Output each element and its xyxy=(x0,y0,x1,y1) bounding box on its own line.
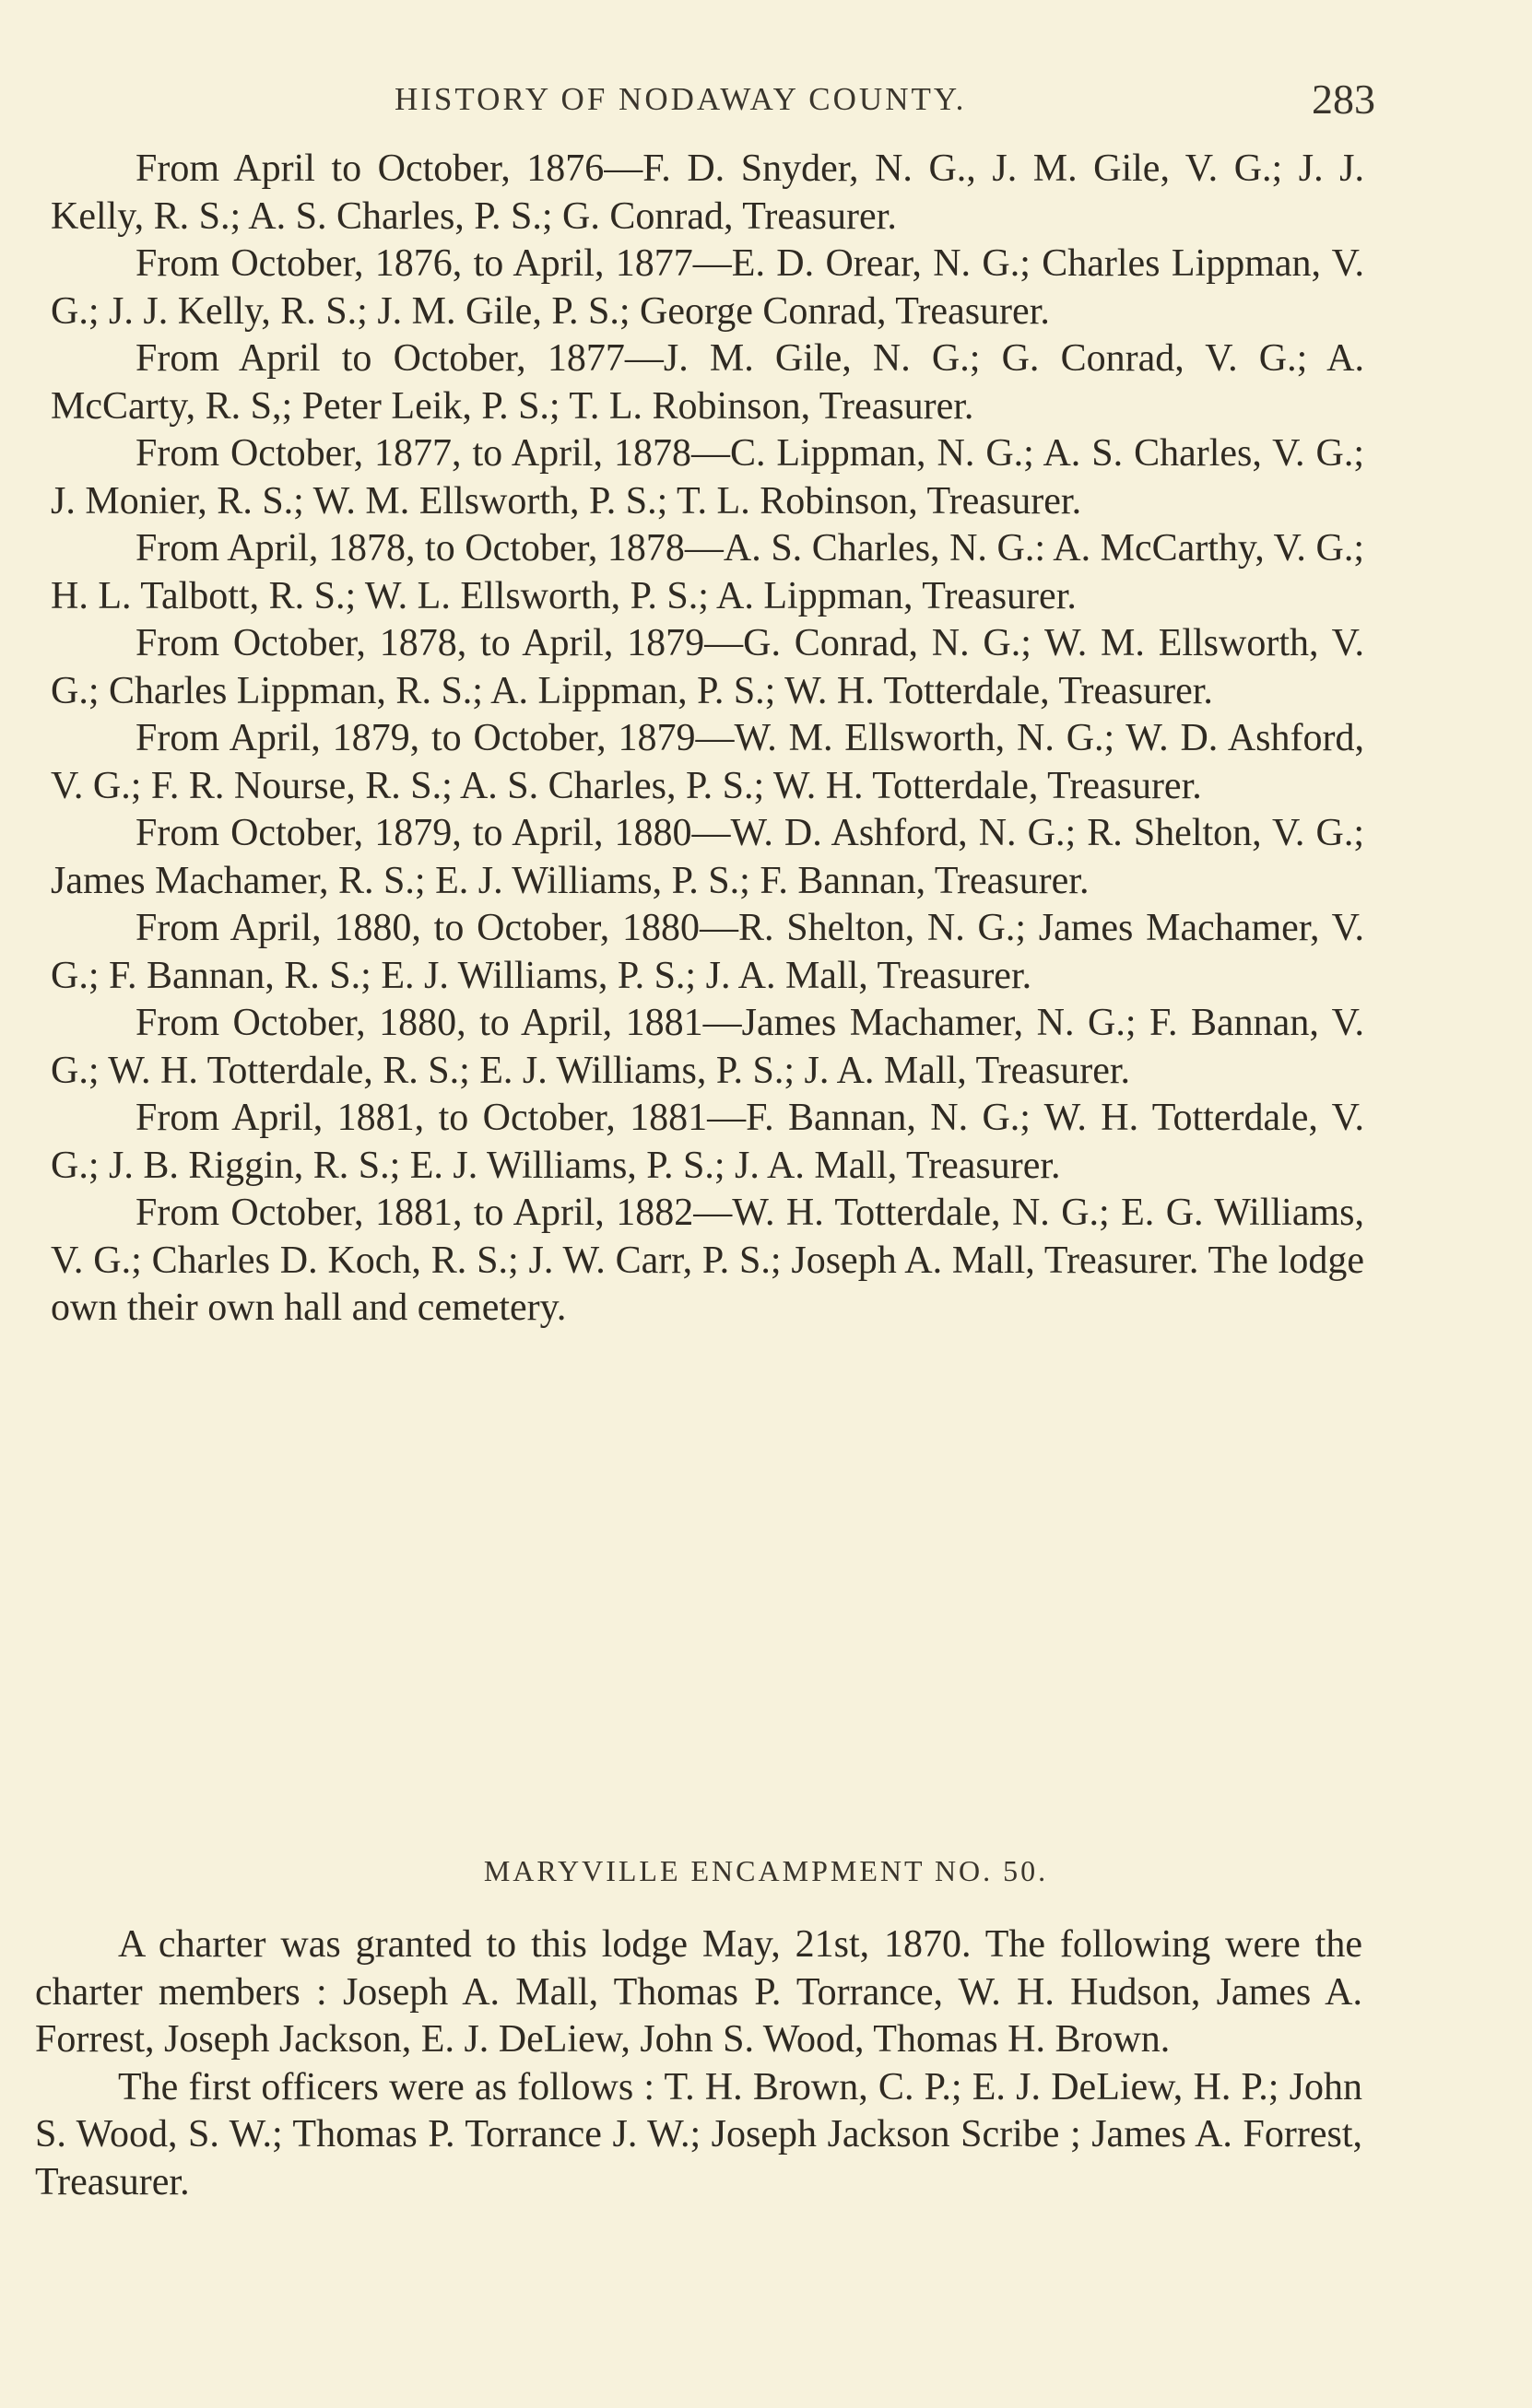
officers-list xyxy=(51,146,1364,1333)
page-number: 283 xyxy=(1312,76,1375,123)
paragraph: From October, 1876, to April, 1877—E. D. Orear, N. G.; Charles Lippman, V. G.; J. J. Kelly, R. S.; J. M. Gile, P. S.; George Conrad, Treasurer. xyxy=(51,242,1364,333)
paragraph: From April to October, 1877—J. M. Gile, N. G.; G. Conrad, V. G.; A. McCarty, R. S,; Peter Leik, P. S.; T. L. Robinson, Treasurer. xyxy=(51,337,1364,428)
paragraph: From October, 1877, to April, 1878—C. Lippman, N. G.; A. S. Charles, V. G.; J. Monier, R. S.; W. M. Ellsworth, P. S.; T. L. Robinson, Treasurer. xyxy=(51,432,1364,523)
paragraph: From April, 1879, to October, 1879—W. M. Ellsworth, N. G.; W. D. Ashford, V. G.; F. R. Nourse, R. S.; A. S. Charles, P. S.; W. H. Totterdale, Treasurer. xyxy=(51,717,1364,807)
running-header xyxy=(0,72,1532,127)
paragraph: From April, 1878, to October, 1878—A. S. Charles, N. G.: A. McCarthy, V. G.; H. L. Talbott, R. S.; W. L. Ellsworth, P. S.; A. Lippman, Treasurer. xyxy=(51,527,1364,617)
paragraph: From October, 1879, to April, 1880—W. D. Ashford, N. G.; R. Shelton, V. G.; James Machamer, R. S.; E. J. Williams, P. S.; F. Bannan, Treasurer. xyxy=(51,812,1364,902)
paragraph: From October, 1881, to April, 1882—W. H. Totterdale, N. G.; E. G. Williams, V. G.; Charles D. Koch, R. S.; J. W. Carr, P. S.; Joseph A. Mall, Treasurer. The lodge own their own hall and cemetery. xyxy=(51,1192,1364,1329)
encampment-section xyxy=(35,1921,1362,2206)
paragraph: From April to October, 1876—F. D. Snyder, N. G., J. M. Gile, V. G.; J. J. Kelly, R. S.; A. S. Charles, P. S.; G. Conrad, Treasurer. xyxy=(51,147,1364,238)
paragraph: The first officers were as follows : T. H. Brown, C. P.; E. J. DeLiew, H. P.; John S. Wood, S. W.; Thomas P. Torrance J. W.; Joseph Jackson Scribe ; James A. Forrest, Treasurer. xyxy=(35,2065,1362,2203)
paragraph: From April, 1881, to October, 1881—F. Bannan, N. G.; W. H. Totterdale, V. G.; J. B. Riggin, R. S.; E. J. Williams, P. S.; J. A. Mall, Treasurer. xyxy=(51,1097,1364,1187)
paragraph: From October, 1878, to April, 1879—G. Conrad, N. G.; W. M. Ellsworth, V. G.; Charles Lippman, R. S.; A. Lippman, P. S.; W. H. Totterdale, Treasurer. xyxy=(51,622,1364,712)
paragraph: A charter was granted to this lodge May, 21st, 1870. The following were the charter members : Joseph A. Mall, Thomas P. Torrance, W. H. Hudson, James A. Forrest, Joseph Jackson, E. J. DeLiew, John S. Wood, Thomas H. Brown. xyxy=(35,1923,1362,2061)
header-title: HISTORY OF NODAWAY COUNTY. xyxy=(395,81,967,117)
section-heading: MARYVILLE ENCAMPMENT NO. 50. xyxy=(483,1854,1049,1887)
paragraph: From October, 1880, to April, 1881—James Machamer, N. G.; F. Bannan, V. G.; W. H. Totterdale, R. S.; E. J. Williams, P. S.; J. A. Mall, Treasurer. xyxy=(51,1002,1364,1092)
paragraph: From April, 1880, to October, 1880—R. Shelton, N. G.; James Machamer, V. G.; F. Bannan, R. S.; E. J. Williams, P. S.; J. A. Mall, Treasurer. xyxy=(51,907,1364,997)
